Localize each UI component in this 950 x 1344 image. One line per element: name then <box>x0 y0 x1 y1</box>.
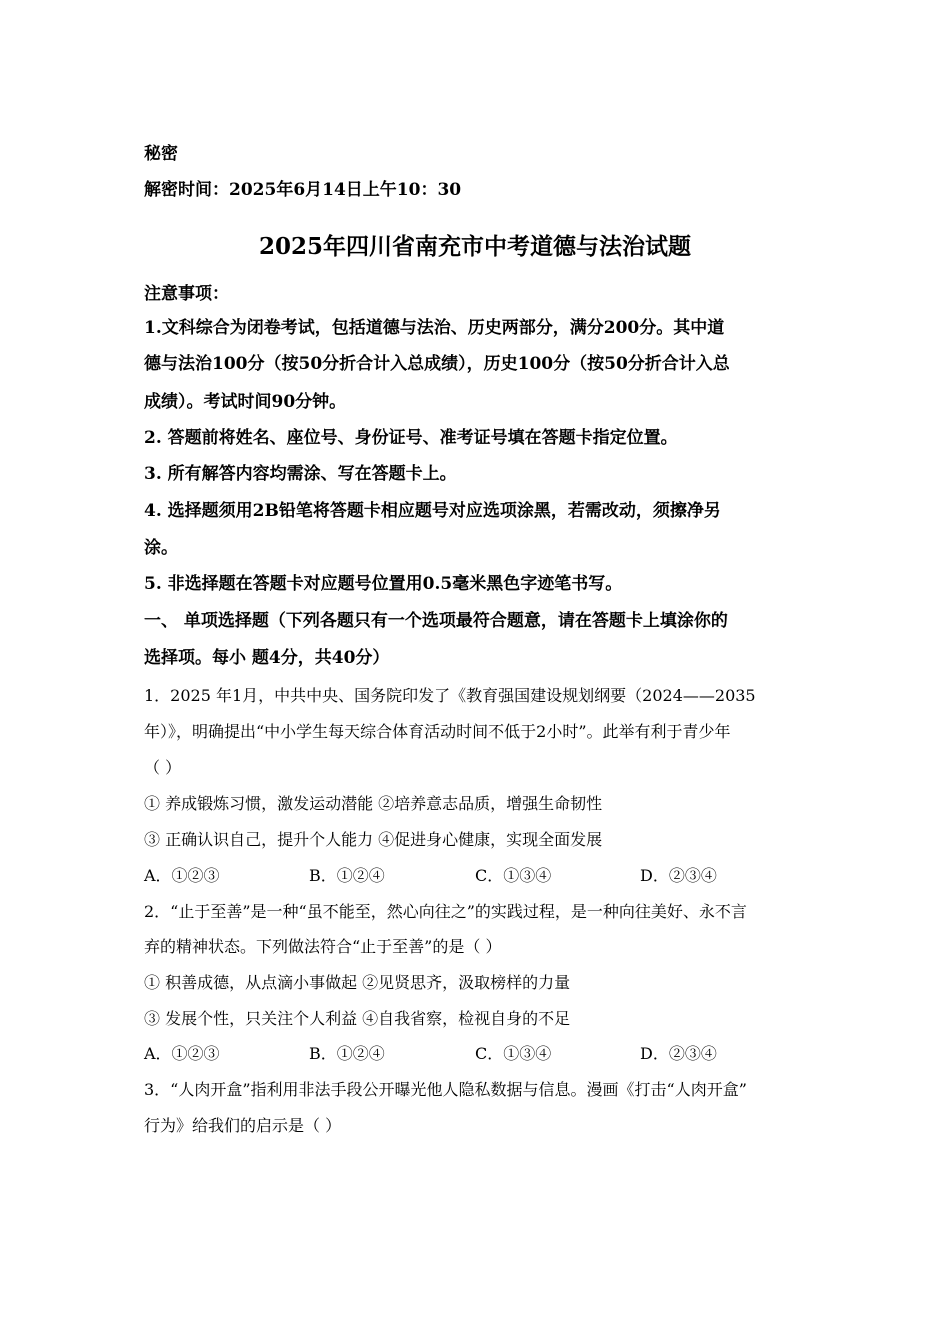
notice-line: 5. 非选择题在答题卡对应题号位置用0.5毫米黑色字迹笔书写。 <box>144 574 623 594</box>
notice-line: 2. 答题前将姓名、座位号、身份证号、准考证号填在答题卡指定位置。 <box>144 428 678 448</box>
question-stem: 2．“止于至善”是一种“虽不能至，然心向往之”的实践过程，是一种向往美好、永不言 <box>144 902 747 921</box>
page-title: 2025年四川省南充市中考道德与法治试题 <box>258 233 691 260</box>
notice-line: 成绩）。考试时间90分钟。 <box>144 392 347 412</box>
question-statement: ③ 正确认识自己，提升个人能力 ④促进身心健康，实现全面发展 <box>144 830 603 849</box>
question-statement: ③ 发展个性，只关注个人利益 ④自我省察，检视自身的不足 <box>144 1009 571 1028</box>
question-stem: 3．“人肉开盒”指利用非法手段公开曝光他人隐私数据与信息。漫画《打击“人肉开盒” <box>144 1080 747 1099</box>
question-stem: 年）》，明确提出“中小学生每天综合体育活动时间不低于2小时”。此举有利于青少年 <box>144 722 731 741</box>
notice-line: 3. 所有解答内容均需涂、写在答题卡上。 <box>144 464 457 484</box>
question-stem: 弃的精神状态。下列做法符合“止于至善”的是（ ） <box>144 937 502 956</box>
option-a: A．①②③ <box>144 866 220 885</box>
option-b: B．①②④ <box>309 1044 385 1063</box>
section-heading: 选择项。每小 题4分，共40分） <box>144 648 390 668</box>
question-statement: ① 养成锻炼习惯，激发运动潜能 ②培养意志品质，增强生命韧性 <box>144 794 603 813</box>
question-stem: （ ） <box>144 758 182 777</box>
notice-line: 1.文科综合为闭卷考试，包括道德与法治、历史两部分，满分200分。其中道 <box>144 318 725 338</box>
option-a: A．①②③ <box>144 1044 220 1063</box>
notice-line: 4. 选择题须用2B铅笔将答题卡相应题号对应选项涂黑，若需改动，须擦净另 <box>144 501 721 521</box>
question-stem: 行为》给我们的启示是（ ） <box>144 1116 342 1135</box>
question-statement: ① 积善成德，从点滴小事做起 ②见贤思齐，汲取榜样的力量 <box>144 973 571 992</box>
decrypt-time: 解密时间：2025年6月14日上午10：30 <box>144 180 462 200</box>
option-b: B．①②④ <box>309 866 385 885</box>
option-d: D．②③④ <box>640 1044 717 1063</box>
secret-label: 秘密 <box>144 144 178 164</box>
notice-line: 德与法治100分（按50分折合计入总成绩），历史100分（按50分折合计入总 <box>144 354 730 374</box>
option-d: D．②③④ <box>640 866 717 885</box>
section-heading: 一、 单项选择题（下列各题只有一个选项最符合题意，请在答题卡上填涂你的 <box>144 611 728 631</box>
notice-line: 涂。 <box>144 538 178 558</box>
question-stem: 1．2025 年1月，中共中央、国务院印发了《教育强国建设规划纲要（2024——2035 <box>144 686 756 705</box>
option-c: C．①③④ <box>475 1044 552 1063</box>
notice-heading: 注意事项： <box>144 284 229 304</box>
option-c: C．①③④ <box>475 866 552 885</box>
